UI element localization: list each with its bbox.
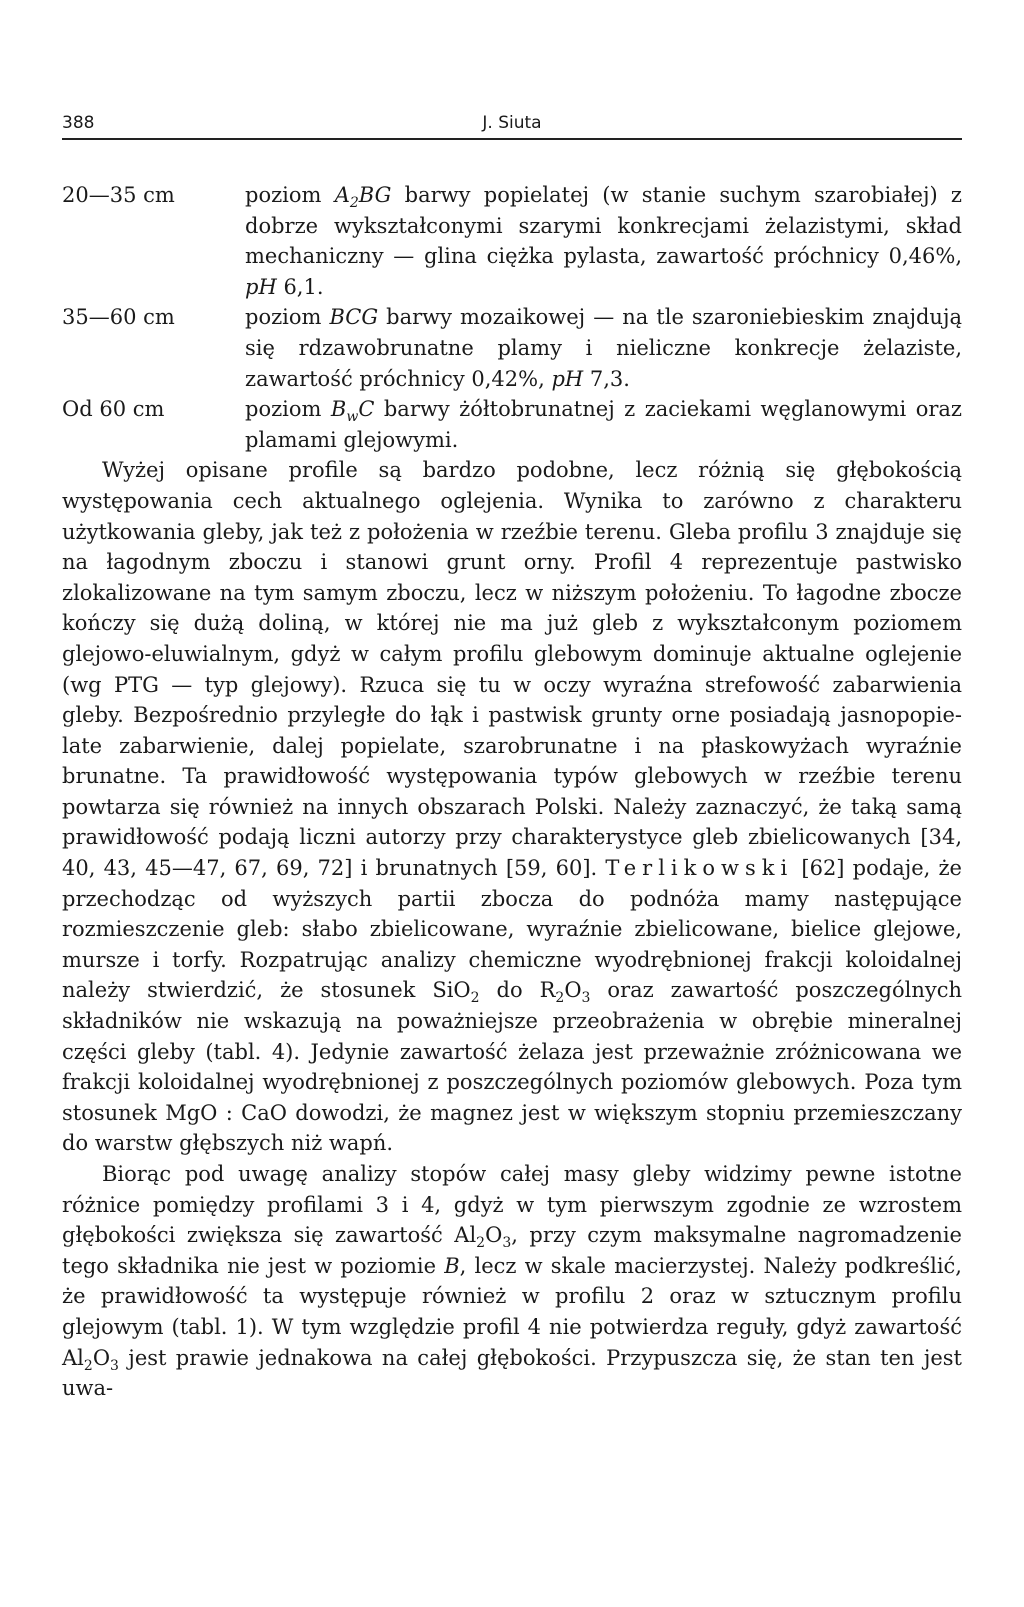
body-paragraph: Wyżej opisane profile są bardzo podobne, lecz różnią się głębokością występowania cech aktualnego oglejenia. Wynika to zarówno z charakteru użytkowania gleby, jak też z położenia w rzeźbie terenu. Gleba profilu 3 znajduje się na łagodnym zboczu i stanowi grunt orny. Profil 4 reprezentuje pastwisko zlokalizowane na tym samym zboczu, lecz w niższym położeniu. To łagodne zbocze kończy się dużą doliną, w której nie ma już gleb z wykształconym poziomem glejowo-eluwialnym, gdyż w całym profilu glebowym dominuje aktualne oglejenie (wg PTG — typ glejowy). Rzuca się tu w oczy wyraźna strefowość zabarwienia gleby. Bezpośrednio przyległe do łąk i pastwisk grunty orne posiadają jasnopopielate zabarwienie, dalej popielate, szarobrunatne i na płaskowyżach wyraźnie brunatne. Ta prawidłowość występowania typów glebowych w rzeźbie terenu powtarza się również na innych obszarach Polski. Należy zaznaczyć, że taką samą prawidłowość podają liczni autorzy przy charakterystyce gleb zbielicowanych [34, 40, 43, 45—47, 67, 69, 72] i brunatnych [59, 60]. Terlikowski [62] podaje, że przechodząc od wyższych partii zbocza do podnóża mamy następujące rozmieszczenie gleb: słabo zbielicowane, wyraźnie zbielicowane, bielice glejowe, mursze i torfy. Rozpatrując analizy chemiczne wyodrębnionej frakcji koloidalnej należy stwierdzić, że stosunek SiO$_2$ do $R_2O_3$ oraz zawartość poszczególnych składników nie wskazują na poważniejsze przeobrażenia w obrębie mineralnej części gleby (tabl. 4). Jedynie zawartość żelaza jest przeważnie zróżnicowana we frakcji koloidalnej wyodrębnionej z poszczególnych poziomów glebowych. Poza tym stosunek MgO : CaO dowodzi, że magnez jest w większym stopniu przemieszczany do warstw głębszych niż wapń. — [62, 458, 963, 1156]
ph-value: 6,1. — [276, 274, 324, 299]
document-page — [62, 104, 962, 1404]
horizon-symbol-b: B — [444, 1253, 460, 1278]
formula-al2o3: $Al_2O_3$ — [454, 1223, 512, 1252]
horizon-symbol: $B_wC$ — [330, 397, 375, 426]
horizon-description — [245, 302, 962, 394]
horizon-label: poziom — [245, 305, 330, 330]
horizon-depth: 35—60 cm — [62, 305, 175, 330]
horizon-text: barwy mozaikowej — na tle szaroniebieskim znajdują się rdzawobrunatne plamy i nieliczne konkrecje żelaziste, zawartość próchnicy 0,42%, — [245, 305, 962, 391]
horizon-description — [245, 394, 962, 455]
horizon-symbol: $A_2BG$ — [334, 183, 392, 212]
horizon-entry — [62, 180, 962, 302]
formula-sio2: SiO$_2$ — [432, 978, 480, 1007]
horizon-text: barwy popielatej (w stanie suchym szarobiałej) z dobrze wykształconymi szarymi konkrecjami żelazistymi, skład mechaniczny — glina ciężka pylasta, zawartość próchnicy 0,46%, — [245, 183, 962, 269]
horizon-text: barwy żółtobrunatnej z zaciekami węglanowymi oraz plamami glejowymi. — [245, 397, 962, 452]
page-number: 388 — [62, 113, 95, 133]
formula-al2o3: $Al_2O_3$ — [62, 1345, 119, 1374]
body-paragraph: Biorąc pod uwagę analizy stopów całej masy gleby widzimy pewne istotne różnice pomiędzy profilami 3 i 4, gdyż w tym pierwszym zgodnie ze wzrostem głębokości zwiększa się zawartość $Al_2O_3$, przy czym maksymalne nagromadzenie tego składnika nie jest w poziomie B, lecz w skale macierzystej. Należy podkreślić, że prawidłowość ta występuje również w profilu 2 oraz w sztucznym profilu glejowym (tabl. 1). W tym względzie profil 4 nie potwierdza reguły, gdyż zawartość $Al_2O_3$ jest prawie jednakowa na całej głębokości. Przypuszcza się, że stan ten jest uwa- — [62, 1162, 962, 1401]
page-header — [62, 104, 962, 140]
horizon-depth: Od 60 cm — [62, 397, 165, 422]
author-name: Terlikowski — [605, 856, 794, 881]
ph-label: pH — [551, 366, 584, 391]
ph-label: pH — [245, 274, 277, 299]
running-head: J. Siuta — [482, 113, 542, 133]
horizon-description — [245, 180, 962, 302]
horizon-entry — [62, 394, 962, 455]
formula-r2o3: $R_2O_3$ — [539, 978, 591, 1007]
horizon-depth: 20—35 cm — [62, 183, 175, 207]
ph-value: 7,3. — [583, 366, 630, 391]
horizon-label: poziom — [245, 397, 331, 422]
horizon-symbol: BCG — [329, 305, 379, 330]
horizon-label: poziom — [245, 183, 335, 207]
horizon-entry — [62, 302, 962, 394]
